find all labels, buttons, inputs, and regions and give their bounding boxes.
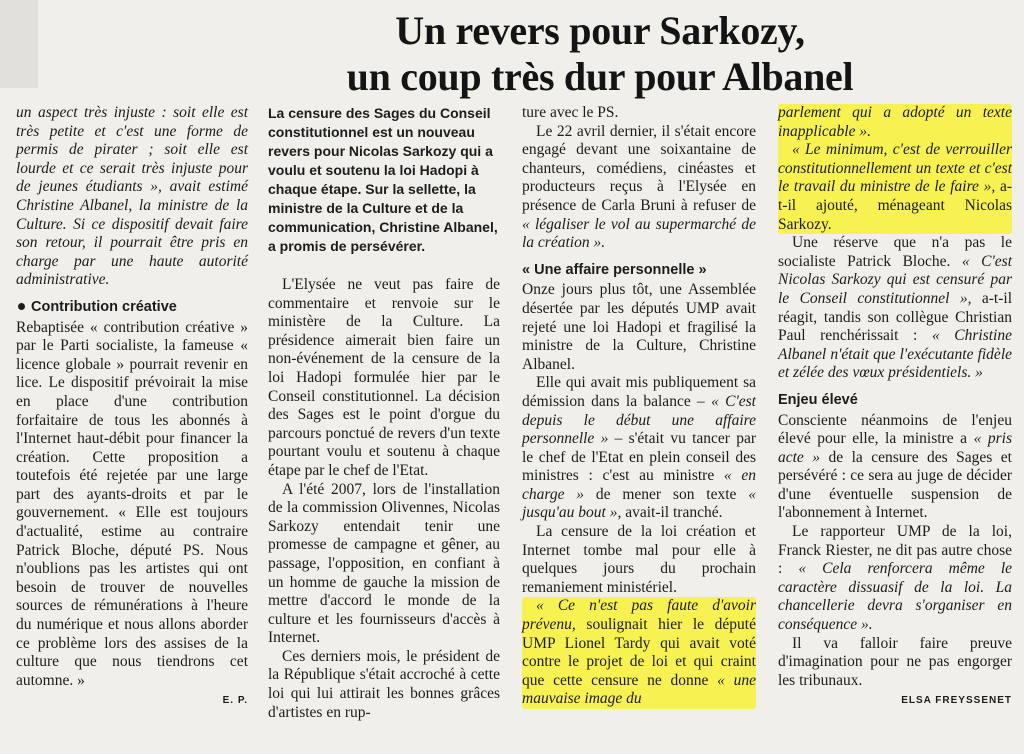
- col3-paragraph-2: Onze jours plus tôt, une Assemblée désertée par les députés UMP avait rejeté une loi Hadopi et fragilisé la ministre de la Culture, Christine Albanel.: [522, 281, 756, 373]
- col2-paragraph-1: L'Elysée ne veut pas faire de commentaire et renvoie sur le ministère de la Culture. La présidence aimerait bien faire un non-événement de la censure de la loi Hadopi formulée hier par le Conseil constitutionnel. La décision des Sages est le point d'orgue du parcours ponctué de revers d'un texte pourtant voulu et soutenu à chaque étape par le chef de l'Etat.: [268, 276, 500, 479]
- col3-paragraph-0: ture avec le PS.: [522, 104, 619, 121]
- bullet-icon: [18, 303, 25, 310]
- col4-paragraph-3: Consciente néanmoins de l'enjeu élevé pour elle, la ministre a « pris acte » de la censure des Sages et persévéré : ce sera au juge de décider d'une éventuelle suspension de l'abonnement à Internet.: [778, 411, 1013, 522]
- col1-subhead: Contribution créative: [16, 298, 248, 317]
- col1-signature: E. P.: [222, 695, 248, 707]
- col2-paragraph-2: A l'été 2007, lors de l'installation de la commission Olivennes, Nicolas Sarkozy entendait tenir une promesse de campagne et gêner, au passage, l'opposition, en confiant à un homme de gauche la mission de mettre d'accord le monde de la culture et les fournisseurs d'accès à Internet.: [268, 480, 500, 647]
- col4-highlighted-block: [778, 104, 1012, 234]
- col3-paragraph-3: Elle qui avait mis publiquement sa démission dans la balance – « C'est depuis le début une affaire personnelle » – s'était vu tancer par le chef de l'Etat en plein conseil des ministres : c'est au ministre « en charge » de mener son texte « jusqu'au bout », avait-il tranché.: [522, 374, 757, 522]
- col1-paragraph-1: un aspect très injuste : soit elle est très petite et c'est une forme de permis de pirater ; soit elle est lourde et ce serait très injuste pour de jeunes étudiants », avait estimé Christine Albanel, la ministre de la Culture. Si ce dispositif devait faire son retour, il pourrait être pris en charge par une haute autorité administrative.: [16, 104, 248, 289]
- col3-paragraph-1: Le 22 avril dernier, il s'était encore engagé devant une soixantaine de chanteurs, comédiens, cinéastes et producteurs reçus à l'Elysée en présence de Carla Bruni à refuser de « légaliser le vol au supermarché de la création ».: [522, 122, 756, 252]
- col4-subhead: Enjeu élevé: [778, 391, 858, 408]
- headline-line-2: un coup très dur pour Albanel: [346, 54, 854, 99]
- col4-paragraph-5: Il va falloir faire preuve d'imagination pour ne pas engorger les tribunaux.: [778, 634, 1012, 689]
- col4-paragraph-4: Le rapporteur UMP de la loi, Franck Riester, ne dit pas autre chose : « Cela renforcera même le caractère dissuasif de la loi. La chancellerie devra s'organiser en conséquence ».: [778, 523, 1013, 634]
- col1-paragraph-2: Rebaptisée « contribution créative » par le Parti socialiste, la fameuse « licence globale » pourrait revenir en lice. Le dispositif prévoirait la mise en place d'une contribution forfaitaire de tous les abonnés à l'Internet haut-débit pour financer la création. Cette proposition a toutefois été rejetée par une large part des ayants-droits et par le gouvernement. « Elle est toujours d'actualité, estime au contraire Patrick Bloche, député PS. Nous n'oublions pas les artistes qui ont besoin de trouver de nouvelles sources de rémunérations à l'heure du numérique et nous allons aborder ce problème lors des assises de la culture que nous tiendrons cet automne. »: [16, 318, 248, 689]
- headline: [300, 8, 900, 100]
- headline-line-1: Un revers pour Sarkozy,: [395, 8, 805, 53]
- col2-paragraph-3: Ces derniers mois, le président de la République s'était accroché à cette loi qui lui attirait les bonnes grâces d'artistes en rup-: [268, 647, 500, 721]
- col3-highlighted-quote: « Ce n'est pas faute d'avoir prévenu, soulignait hier le député UMP Lionel Tardy qui avait voté contre le projet de loi et qui craint que cette censure ne donne « une mauvaise image du: [522, 597, 756, 708]
- page-edge-shadow: [0, 0, 38, 88]
- article-column-4: [778, 104, 1012, 711]
- col4-signature: ELSA FREYSSENET: [901, 695, 1012, 707]
- article-column-2: [268, 104, 500, 722]
- article-column-3: [522, 104, 756, 709]
- col3-paragraph-4: La censure de la loi création et Internet tombe mal pour elle à quelques jours du prochain remaniement ministériel.: [522, 523, 756, 596]
- col4-paragraph-0: parlement qui a adopté un texte inapplicable ».: [778, 104, 1012, 140]
- col4-paragraph-1: « Le minimum, c'est de verrouiller constitutionnellement un texte et c'est le travail du ministre de le faire », a-t-il ajouté, ménageant Nicolas Sarkozy.: [778, 141, 1013, 233]
- col4-paragraph-2: Une réserve que n'a pas le socialiste Patrick Bloche. « C'est Nicolas Sarkozy qui est censuré par le Conseil constitutionnel », a-t-il réagit, tandis son collègue Christian Paul renchérissait : « Christine Albanel n'était que l'exécutante fidèle et zélée des vœux présidentiels. »: [778, 234, 1012, 382]
- col3-subhead: « Une affaire personnelle »: [522, 261, 707, 278]
- article-lead: La censure des Sages du Conseil constitutionnel est un nouveau revers pour Nicolas Sarkozy qui a voulu et soutenu la loi Hadopi à chaque étape. Sur la sellette, la ministre de la Culture et de la communication, Christine Albanel, a promis de persévérer.: [268, 105, 498, 254]
- article-column-1: [16, 104, 248, 711]
